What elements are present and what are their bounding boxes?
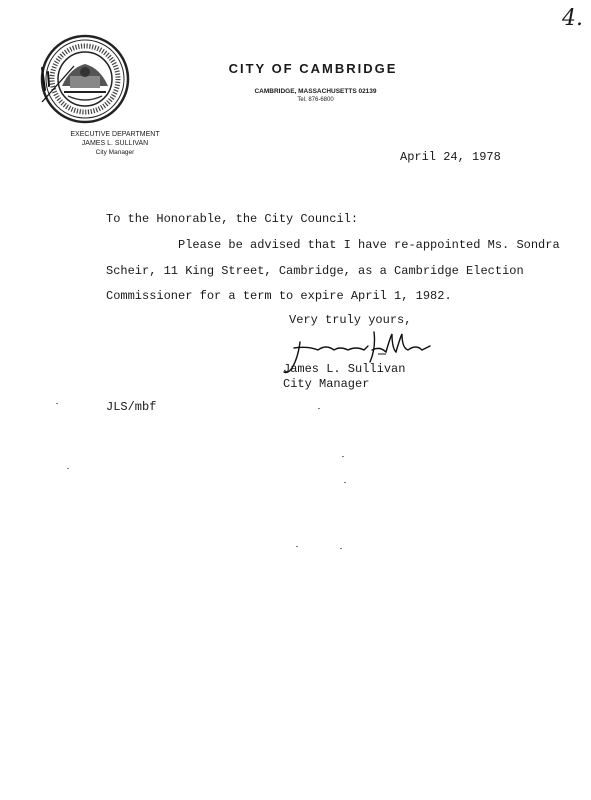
reference-initials: JLS/mbf bbox=[106, 400, 157, 414]
body-line: Commissioner for a term to expire April 1, 1982. bbox=[106, 289, 452, 303]
letter-date: April 24, 1978 bbox=[400, 150, 501, 164]
scan-speck bbox=[340, 548, 342, 549]
scan-speck bbox=[342, 456, 344, 457]
scan-speck bbox=[67, 468, 69, 469]
letterhead-city-name: CITY OF CAMBRIDGE bbox=[228, 61, 398, 76]
salutation: To the Honorable, the City Council: bbox=[106, 212, 359, 226]
handwritten-page-number: 4. bbox=[562, 6, 583, 31]
letterhead-address: CAMBRIDGE, MASSACHUSETTS 02139 bbox=[254, 88, 377, 95]
signer-name: James L. Sullivan bbox=[283, 362, 406, 376]
body-line: Please be advised that I have re-appointed Ms. Sondra bbox=[178, 238, 560, 252]
letterhead-telephone: Tel. 876-6800 bbox=[297, 97, 334, 103]
closing: Very truly yours, bbox=[289, 313, 412, 327]
sender-block bbox=[60, 130, 170, 157]
sender-title: City Manager bbox=[95, 149, 135, 156]
scan-speck bbox=[296, 546, 298, 547]
sender-name: JAMES L. SULLIVAN bbox=[81, 140, 149, 147]
scan-speck bbox=[318, 408, 320, 409]
sender-department: EXECUTIVE DEPARTMENT bbox=[70, 131, 160, 138]
scan-speck bbox=[56, 403, 58, 404]
body-line: Scheir, 11 King Street, Cambridge, as a Cambridge Election bbox=[106, 264, 524, 278]
signer-title: City Manager bbox=[283, 377, 370, 391]
scan-speck bbox=[344, 482, 346, 483]
